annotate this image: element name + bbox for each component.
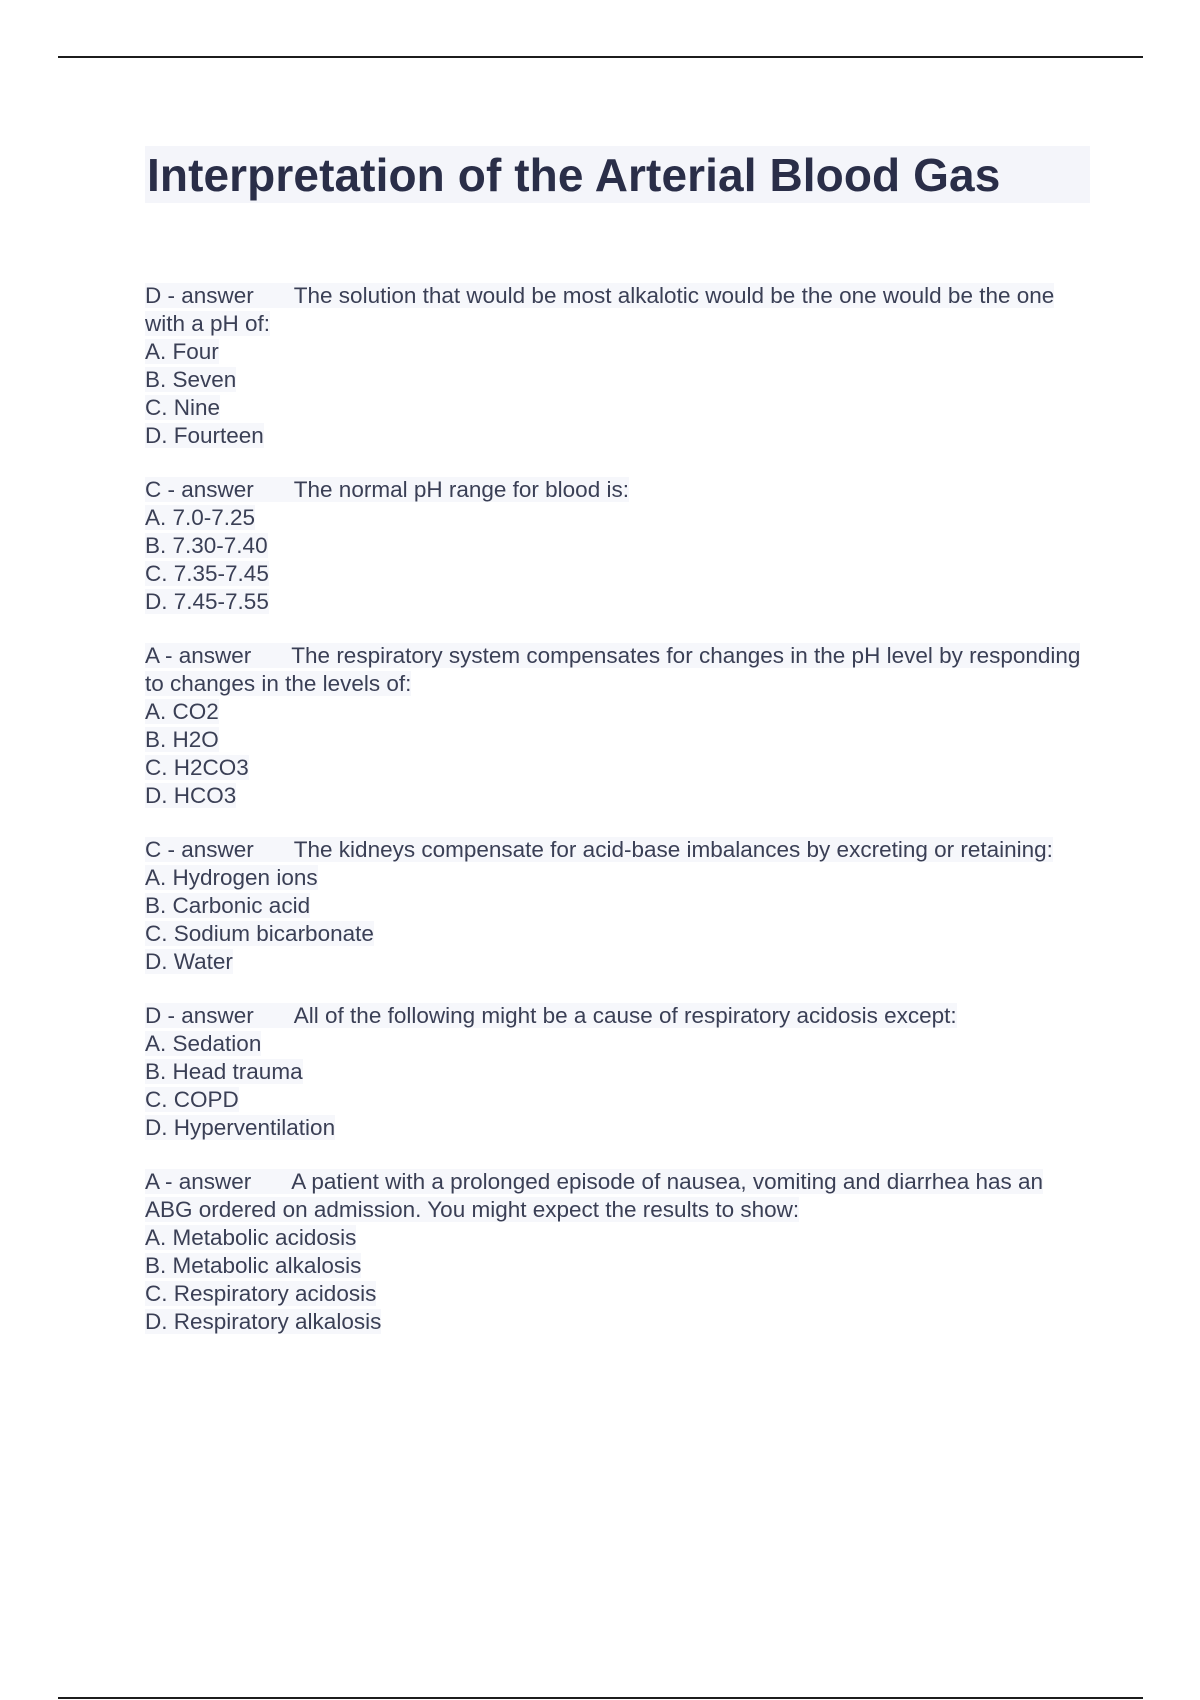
option-b: B. 7.30-7.40 bbox=[145, 533, 268, 558]
option-c: C. Sodium bicarbonate bbox=[145, 921, 374, 946]
question-stem: All of the following might be a cause of respiratory acidosis except: bbox=[293, 1003, 957, 1028]
option-d: D. HCO3 bbox=[145, 783, 237, 808]
question-4 bbox=[145, 836, 1090, 976]
option-b: B. Seven bbox=[145, 367, 237, 392]
question-header bbox=[145, 1003, 957, 1028]
question-header bbox=[145, 643, 1080, 696]
answer-key: D - answer bbox=[145, 283, 254, 308]
option-d: D. Hyperventilation bbox=[145, 1115, 336, 1140]
option-d: D. Respiratory alkalosis bbox=[145, 1309, 382, 1334]
option-d: D. Water bbox=[145, 949, 233, 974]
option-a: A. CO2 bbox=[145, 699, 219, 724]
option-a: A. Hydrogen ions bbox=[145, 865, 318, 890]
question-stem: A patient with a prolonged episode of nausea, vomiting and diarrhea has an ABG ordered on admission. You might expect the results to show: bbox=[145, 1169, 1044, 1222]
option-c: C. H2CO3 bbox=[145, 755, 249, 780]
document-body bbox=[145, 146, 1090, 1362]
question-header bbox=[145, 1169, 1043, 1222]
option-d: D. 7.45-7.55 bbox=[145, 589, 269, 614]
question-header bbox=[145, 283, 1054, 336]
option-b: B. H2O bbox=[145, 727, 219, 752]
answer-key: D - answer bbox=[145, 1003, 254, 1028]
question-header bbox=[145, 837, 1053, 862]
answer-key: C - answer bbox=[145, 837, 254, 862]
question-3 bbox=[145, 642, 1090, 810]
question-6 bbox=[145, 1168, 1090, 1336]
question-1 bbox=[145, 282, 1090, 450]
answer-key: C - answer bbox=[145, 477, 254, 502]
option-a: A. Four bbox=[145, 339, 219, 364]
option-b: B. Carbonic acid bbox=[145, 893, 311, 918]
question-list bbox=[145, 282, 1090, 1336]
top-rule bbox=[58, 56, 1143, 58]
question-5 bbox=[145, 1002, 1090, 1142]
document-title: Interpretation of the Arterial Blood Gas bbox=[145, 146, 1090, 203]
option-a: A. 7.0-7.25 bbox=[145, 505, 256, 530]
question-2 bbox=[145, 476, 1090, 616]
question-stem: The respiratory system compensates for changes in the pH level by responding to changes in the levels of: bbox=[145, 643, 1081, 696]
bottom-rule bbox=[58, 1697, 1143, 1699]
option-c: C. Nine bbox=[145, 395, 221, 420]
option-b: B. Metabolic alkalosis bbox=[145, 1253, 362, 1278]
option-b: B. Head trauma bbox=[145, 1059, 303, 1084]
option-a: A. Metabolic acidosis bbox=[145, 1225, 357, 1250]
option-d: D. Fourteen bbox=[145, 423, 264, 448]
answer-key: A - answer bbox=[145, 1169, 252, 1194]
question-stem: The normal pH range for blood is: bbox=[293, 477, 629, 502]
option-a: A. Sedation bbox=[145, 1031, 262, 1056]
question-header bbox=[145, 477, 629, 502]
question-stem: The kidneys compensate for acid-base imbalances by excreting or retaining: bbox=[293, 837, 1053, 862]
answer-key: A - answer bbox=[145, 643, 252, 668]
option-c: C. COPD bbox=[145, 1087, 239, 1112]
question-stem: The solution that would be most alkalotic would be the one would be the one with a pH of: bbox=[145, 283, 1055, 336]
option-c: C. Respiratory acidosis bbox=[145, 1281, 377, 1306]
option-c: C. 7.35-7.45 bbox=[145, 561, 269, 586]
